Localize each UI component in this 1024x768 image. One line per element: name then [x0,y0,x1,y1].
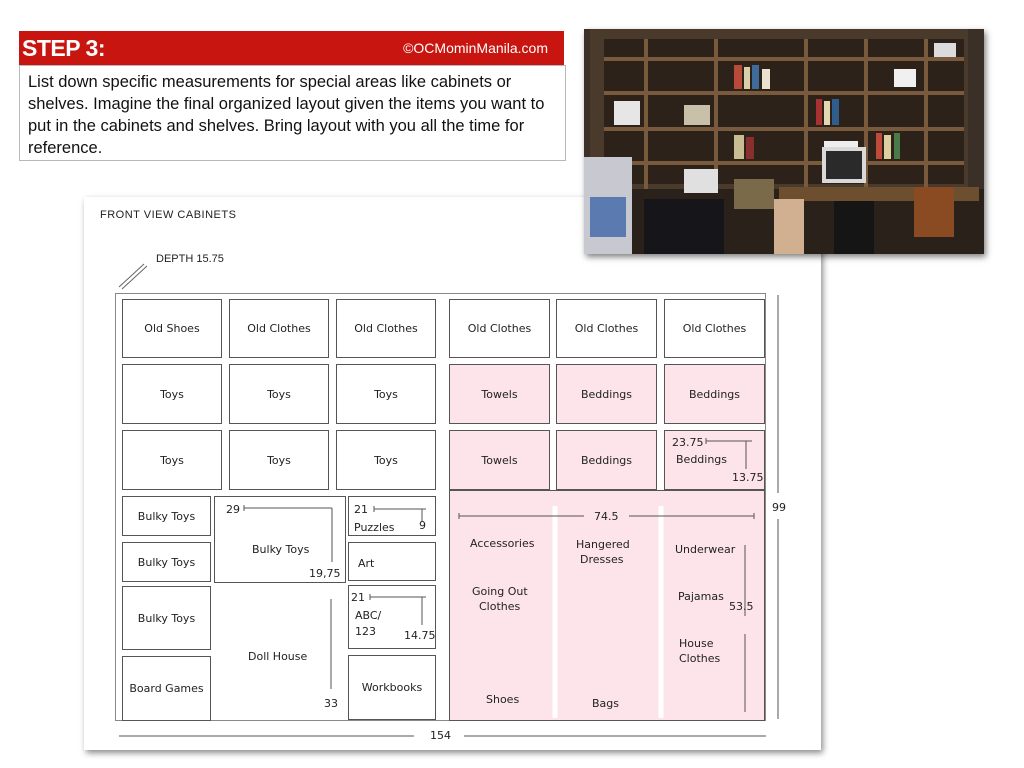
cell-bulky-toys-3: Bulky Toys [122,586,211,650]
dim-21b: 21 [351,591,365,604]
cell-toys-r3-2: Toys [229,430,329,490]
bulky-toys-dimension-lines [242,504,336,564]
pajamas-label: Pajamas [678,590,724,603]
dim-53-5: 53.5 [729,600,754,613]
hangered-label-2: Dresses [580,553,624,566]
room-shelves-photo [584,29,984,254]
cell-towels-r3: Towels [449,430,550,490]
depth-label: DEPTH 15.75 [156,253,224,265]
going-out-label-1: Going Out [472,585,528,598]
dim-74-5: 74.5 [594,510,619,523]
center-bulky-toys-label: Bulky Toys [252,543,310,556]
dim-9: 9 [419,519,426,532]
cell-old-clothes-5: Old Clothes [664,299,765,358]
cell-towels-r2: Towels [449,364,550,424]
house-clothes-label-2: Clothes [679,652,721,665]
puzzles-dimension-lines [372,505,432,523]
total-height-label: 99 [772,501,786,514]
abc-label-line2: 123 [355,625,376,638]
cell-bulky-toys-2: Bulky Toys [122,542,211,582]
cell-old-clothes-4: Old Clothes [556,299,657,358]
cell-beddings-r3-1: Beddings [556,430,657,490]
art-label: Art [358,557,375,570]
depth-indicator [116,261,150,291]
dim-19-75: 19,75 [309,567,341,580]
credit-text: ©OCMominManila.com [403,40,548,56]
cell-beddings-r2-2: Beddings [664,364,765,424]
cell-toys-r2-2: Toys [229,364,329,424]
cell-toys-r3-1: Toys [122,430,222,490]
cell-workbooks: Workbooks [348,655,436,720]
hangered-label-1: Hangered [576,538,630,551]
cell-toys-r2-3: Toys [336,364,436,424]
shoes-label: Shoes [486,693,520,706]
dim-29: 29 [226,503,240,516]
diagram-title: FRONT VIEW CABINETS [100,209,237,221]
cabinet-diagram-sheet [84,197,821,750]
beddings-dimension-lines [704,437,754,471]
dim-13-75: 13.75 [732,471,764,484]
abc-label-line1: ABC/ [355,609,382,622]
step-header [19,31,564,65]
cell-toys-r2-1: Toys [122,364,222,424]
doll-house-dimension-line [326,597,336,691]
house-clothes-label-1: House [679,637,714,650]
cell-toys-r3-3: Toys [336,430,436,490]
cell-old-clothes-3: Old Clothes [449,299,550,358]
dim-33: 33 [324,697,338,710]
room-photo-illustration [584,29,984,254]
going-out-label-2: Clothes [479,600,521,613]
cell-old-clothes-1: Old Clothes [229,299,329,358]
cell-board-games: Board Games [122,656,211,721]
total-width-label: 154 [430,729,451,742]
step-title: STEP 3: [22,35,105,61]
beddings-label: Beddings [676,453,728,466]
cell-beddings-r2-1: Beddings [556,364,657,424]
cell-old-shoes: Old Shoes [122,299,222,358]
underwear-label: Underwear [675,543,736,556]
cell-old-clothes-2: Old Clothes [336,299,436,358]
abc-dimension-lines [368,593,430,627]
doll-house-label: Doll House [248,650,308,663]
cell-bulky-toys-1: Bulky Toys [122,496,211,536]
bags-label: Bags [592,697,620,710]
accessories-label: Accessories [470,537,535,550]
dim-23-75: 23.75 [672,436,704,449]
puzzles-label: Puzzles [354,521,395,534]
dim-14-75: 14.75 [404,629,436,642]
step-description: List down specific measurements for special areas like cabinets or shelves. Imagine the final organized layout given the items you want to put in the cabinets and shelves. Bring layout with you all the time for reference. [19,65,566,161]
dim-21a: 21 [354,503,368,516]
